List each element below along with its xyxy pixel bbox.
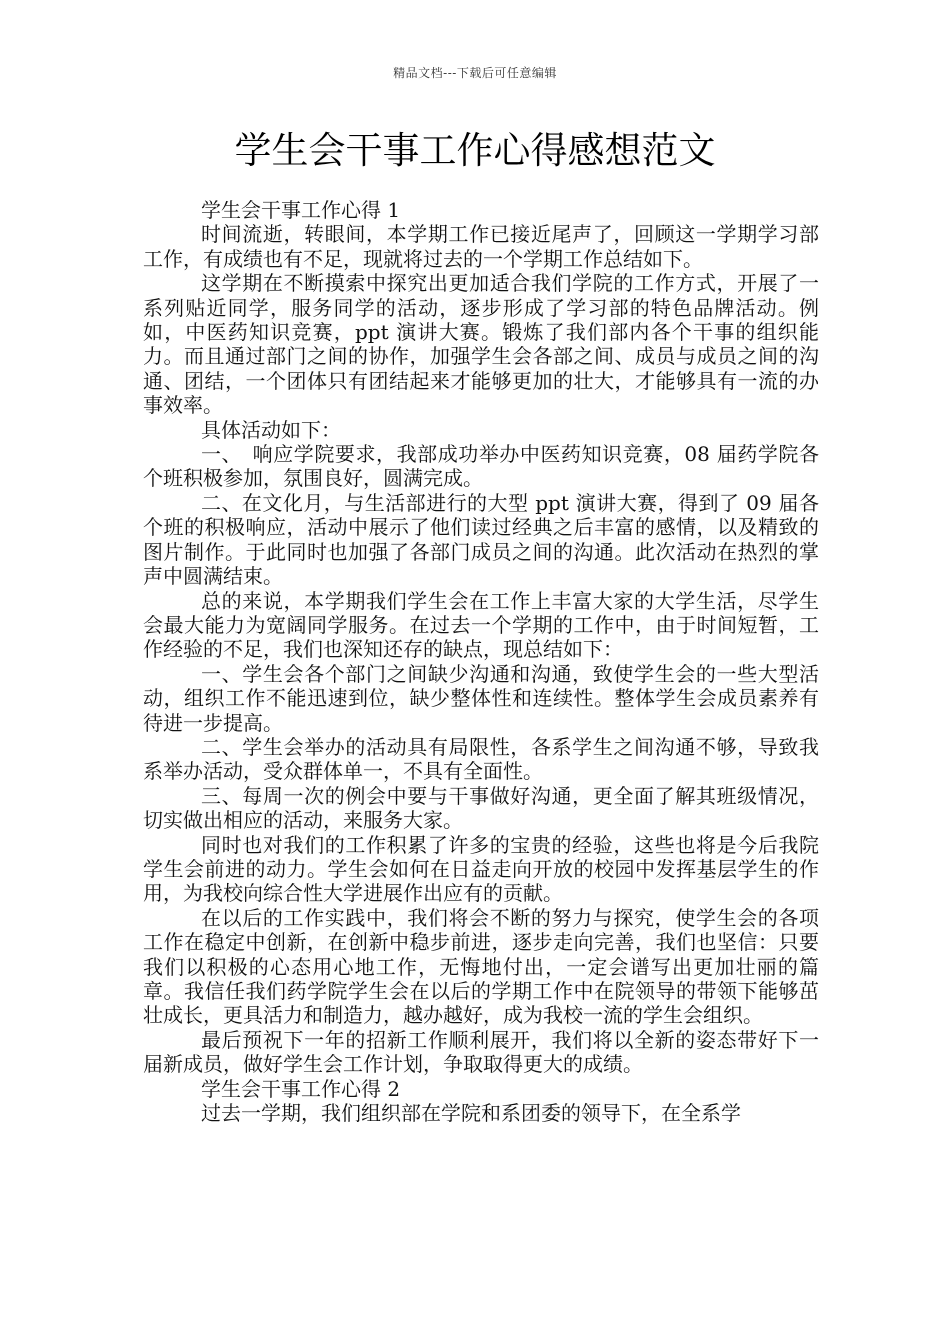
- header-note: 精品文档---下载后可任意编辑: [393, 66, 557, 80]
- paragraph: 三、每周一次的例会中要与干事做好沟通，更全面了解其班级情况，切实做出相应的活动，来服务大家。: [143, 783, 819, 833]
- paragraph: 过去一学期，我们组织部在学院和系团委的领导下，在全系学: [201, 1101, 741, 1126]
- paragraph: 同时也对我们的工作积累了许多的宝贵的经验，这些也将是今后我院学生会前进的动力。学生会如何在日益走向开放的校园中发挥基层学生的作用，为我校向综合性大学进展作出应有的贡献。: [143, 832, 819, 906]
- section-heading-1: 学生会干事工作心得 1: [201, 198, 401, 222]
- document-title: 学生会干事工作心得感想范文: [234, 129, 716, 172]
- document-body: [143, 198, 819, 1125]
- paragraph: 这学期在不断摸索中探究出更加适合我们学院的工作方式，开展了一系列贴近同学，服务同学的活动，逐步形成了学习部的特色品牌活动。例如，中医药知识竞赛，ppt 演讲大赛。锻炼了我们部内各个干事的组织能力。而且通过部门之间的协作，加强学生会各部之间、成员与成员之间的沟通、团结，一个团体只有团结起来才能够更加的壮大，才能够具有一流的办事效率。: [143, 271, 819, 418]
- paragraph: 一、学生会各个部门之间缺少沟通和沟通，致使学生会的一些大型活动，组织工作不能迅速到位，缺少整体性和连续性。整体学生会成员素养有待进一步提高。: [143, 661, 819, 735]
- paragraph: 一、 响应学院要求，我部成功举办中医药知识竞赛，08 届药学院各个班积极参加，氛围良好，圆满完成。: [143, 442, 819, 491]
- paragraph: 最后预祝下一年的招新工作顺利展开，我们将以全新的姿态带好下一届新成员，做好学生会工作计划，争取取得更大的成绩。: [143, 1027, 819, 1077]
- paragraph: 二、学生会举办的活动具有局限性，各系学生之间沟通不够，导致我系举办活动，受众群体单一，不具有全面性。: [143, 734, 819, 784]
- paragraph: 时间流逝，转眼间，本学期工作已接近尾声了，回顾这一学期学习部工作，有成绩也有不足，现就将过去的一个学期工作总结如下。: [143, 222, 819, 271]
- section-heading-2: 学生会干事工作心得 2: [201, 1076, 401, 1101]
- paragraph: 二、在文化月，与生活部进行的大型 ppt 演讲大赛，得到了 09 届各个班的积极响应，活动中展示了他们读过经典之后丰富的感情，以及精致的图片制作。于此同时也加强了各部门成员之间的沟通。此次活动在热烈的掌声中圆满结束。: [143, 490, 819, 589]
- paragraph: 总的来说，本学期我们学生会在工作上丰富大家的大学生活，尽学生会最大能力为宽阔同学服务。在过去一个学期的工作中，由于时间短暂，工作经验的不足，我们也深知还存的缺点，现总结如下：: [143, 588, 819, 662]
- paragraph: 具体活动如下：: [201, 417, 341, 442]
- paragraph: 在以后的工作实践中，我们将会不断的努力与探究，使学生会的各项工作在稳定中创新，在创新中稳步前进，逐步走向完善，我们也坚信：只要我们以积极的心态用心地工作，无悔地付出，一定会谱写出更加壮丽的篇章。我信任我们药学院学生会在以后的学期工作中在院领导的带领下能够茁壮成长，更具活力和制造力，越办越好，成为我校一流的学生会组织。: [143, 905, 819, 1028]
